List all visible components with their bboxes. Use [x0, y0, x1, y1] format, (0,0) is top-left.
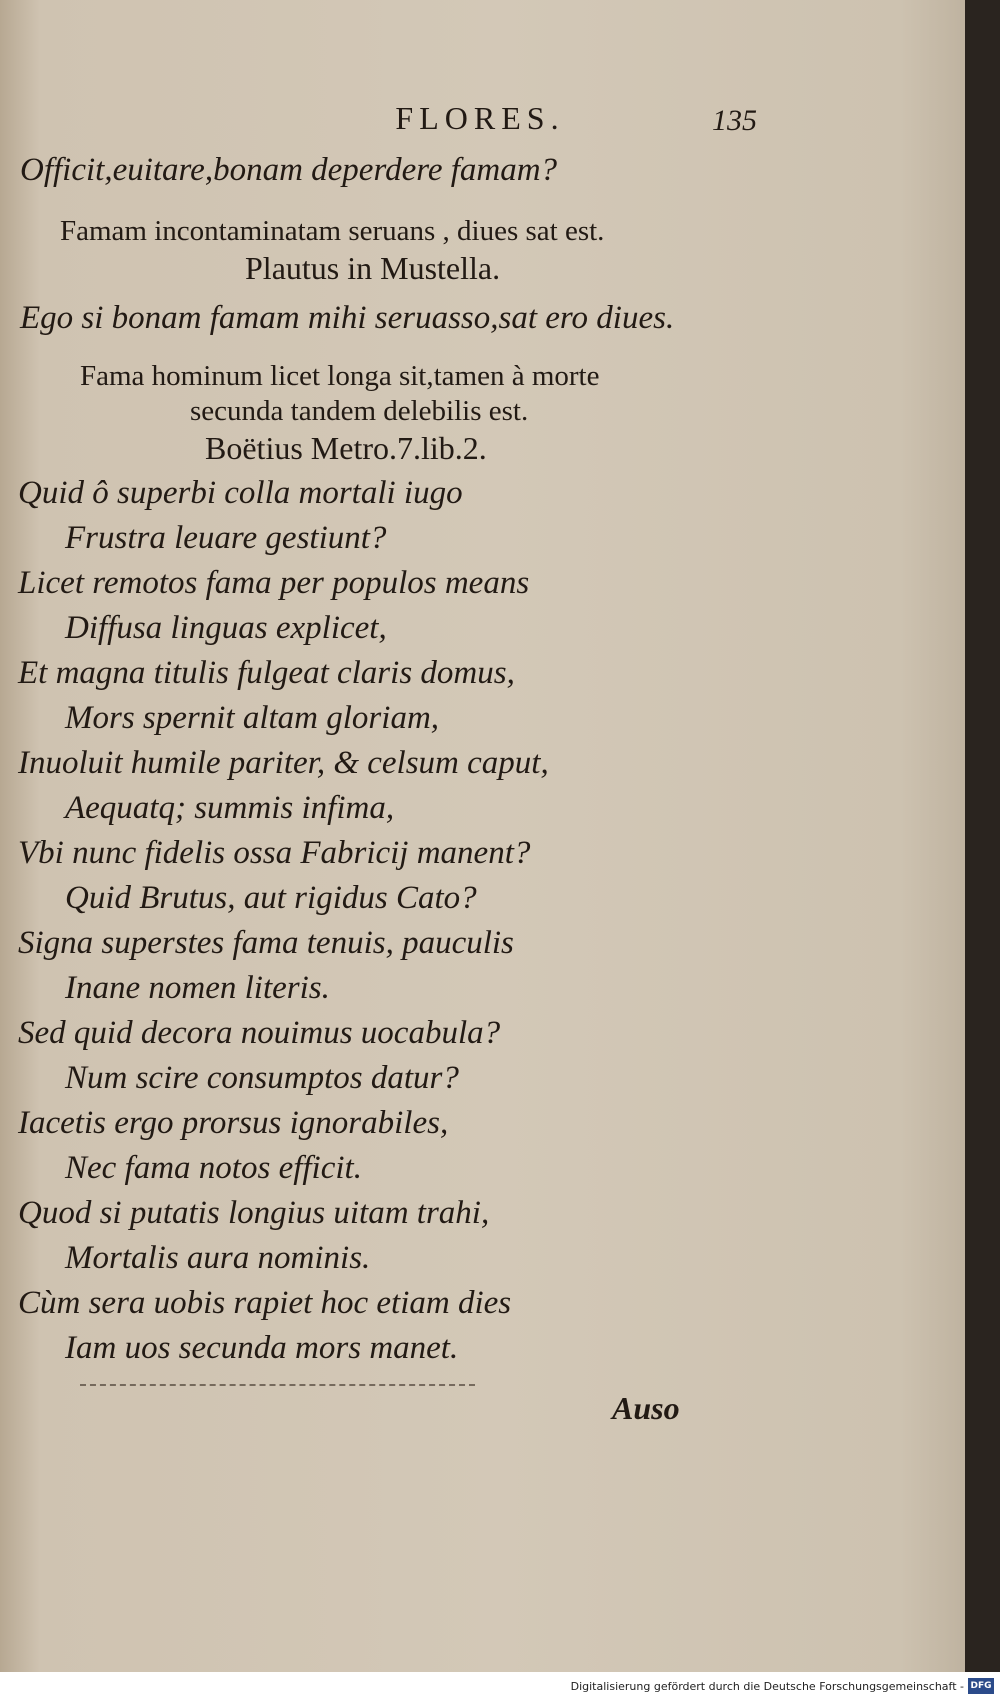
text-line: Ego si bonam famam mihi seruasso,sat ero diues.: [20, 300, 675, 336]
text-line: Iacetis ergo prorsus ignorabiles,: [18, 1105, 449, 1141]
text-line: Vbi nunc fidelis ossa Fabricij manent?: [18, 835, 531, 871]
catchword: Auso: [612, 1390, 680, 1426]
text-line: Quid ô superbi colla mortali iugo: [18, 475, 463, 511]
text-line: Frustra leuare gestiunt?: [65, 520, 387, 556]
text-line: Diffusa linguas explicet,: [65, 610, 387, 646]
text-line: Quid Brutus, aut rigidus Cato?: [65, 880, 477, 916]
footer-bar: [0, 1672, 1000, 1703]
text-line: Quod si putatis longius uitam trahi,: [18, 1195, 490, 1231]
text-line: Nec fama notos efficit.: [65, 1150, 362, 1186]
scan-edge: [965, 0, 1000, 1672]
text-line: Plautus in Mustella.: [245, 250, 501, 286]
text-line: Fama hominum licet longa sit,tamen à morte: [80, 360, 600, 392]
page-number: 135: [712, 104, 757, 137]
text-line: Et magna titulis fulgeat claris domus,: [18, 655, 515, 691]
text-line: Signa superstes fama tenuis, pauculis: [18, 925, 514, 961]
footer-credit: Digitalisierung gefördert durch die Deutsche Forschungsgemeinschaft -: [570, 1680, 964, 1693]
text-line: Mortalis aura nominis.: [65, 1240, 371, 1276]
text-line: Sed quid decora nouimus uocabula?: [18, 1015, 501, 1051]
text-line: Boëtius Metro.7.lib.2.: [205, 430, 487, 466]
end-rule: [80, 1384, 475, 1386]
text-line: Iam uos secunda mors manet.: [65, 1330, 459, 1366]
running-head: FLORES.: [395, 100, 565, 136]
text-line: Mors spernit altam gloriam,: [65, 700, 440, 736]
text-line: Cùm sera uobis rapiet hoc etiam dies: [18, 1285, 512, 1321]
text-line: Inane nomen literis.: [65, 970, 330, 1006]
dfg-logo: DFG: [968, 1678, 994, 1694]
text-line: Inuoluit humile pariter, & celsum caput,: [18, 745, 549, 781]
text-line: Famam incontaminatam seruans , diues sat est.: [60, 215, 605, 247]
text-line: Num scire consumptos datur?: [65, 1060, 459, 1096]
text-line: Aequatq; summis infima,: [65, 790, 395, 826]
text-line: Officit,euitare,bonam deperdere famam?: [20, 152, 558, 188]
text-line: secunda tandem delebilis est.: [190, 395, 529, 427]
text-line: Licet remotos fama per populos means: [18, 565, 530, 601]
